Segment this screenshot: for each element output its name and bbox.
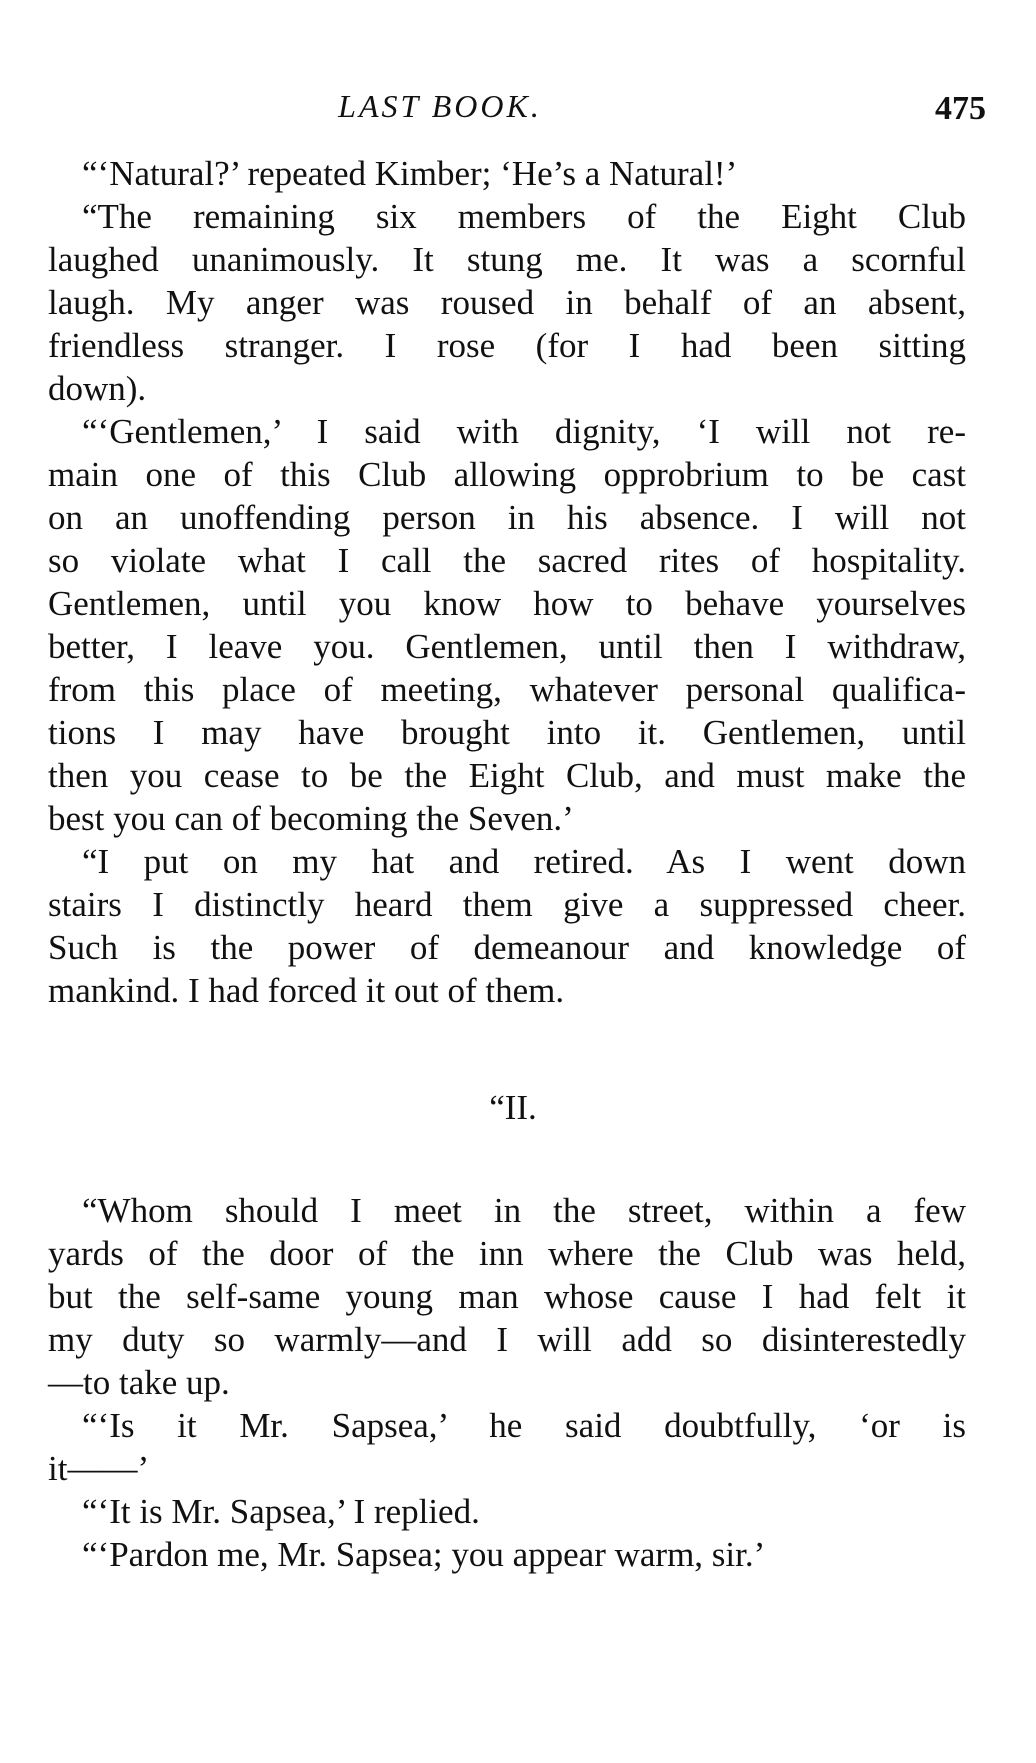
text-line: main one of this Club allowing opprobrium to be cast xyxy=(48,455,966,494)
text-line: better, I leave you. Gentlemen, until then I withdraw, xyxy=(48,627,966,666)
text-line: “‘Pardon me, Mr. Sapsea; you appear warm, sir.’ xyxy=(82,1535,766,1574)
text-line: “‘Is it Mr. Sapsea,’ he said doubtfully, ‘or is xyxy=(82,1406,966,1445)
text-line: yards of the door of the inn where the Club was held, xyxy=(48,1234,966,1273)
section-one-text xyxy=(48,152,966,1012)
page-header xyxy=(0,88,1036,128)
text-line: “‘It is Mr. Sapsea,’ I replied. xyxy=(82,1492,480,1531)
text-line: mankind. I had forced it out of them. xyxy=(48,971,565,1010)
text-line: so violate what I call the sacred rites of hospitality. xyxy=(48,541,966,580)
text-line: tions I may have brought into it. Gentlemen, until xyxy=(48,713,966,752)
section-spacer xyxy=(48,1129,966,1189)
text-line: “‘Gentlemen,’ I said with dignity, ‘I will not re- xyxy=(82,412,966,451)
text-line: stairs I distinctly heard them give a suppressed cheer. xyxy=(48,885,966,924)
paragraph xyxy=(48,152,966,195)
section-heading: “II. xyxy=(489,1088,537,1127)
section-two-text xyxy=(48,1189,966,1576)
paragraph xyxy=(48,1490,966,1533)
text-line: “Whom should I meet in the street, within a few xyxy=(82,1191,966,1230)
text-line: “‘Natural?’ repeated Kimber; ‘He’s a Natural!’ xyxy=(82,154,738,193)
paragraph xyxy=(48,1404,966,1490)
text-line: Gentlemen, until you know how to behave yourselves xyxy=(48,584,966,623)
text-line: down). xyxy=(48,369,147,408)
text-line: then you cease to be the Eight Club, and must make the xyxy=(48,756,966,795)
paragraph xyxy=(48,1189,966,1404)
text-line: —to take up. xyxy=(48,1363,230,1402)
text-line: on an unoffending person in his absence. I will not xyxy=(48,498,966,537)
text-line: from this place of meeting, whatever personal qualifica- xyxy=(48,670,966,709)
paragraph xyxy=(48,1533,966,1576)
paragraph xyxy=(48,840,966,1012)
section-spacer xyxy=(48,1012,966,1086)
paragraph xyxy=(48,410,966,840)
text-line: it——’ xyxy=(48,1449,150,1488)
text-line: laugh. My anger was roused in behalf of an absent, xyxy=(48,283,966,322)
page-number: 475 xyxy=(935,90,986,127)
text-line: “The remaining six members of the Eight Club xyxy=(82,197,966,236)
text-line: Such is the power of demeanour and knowledge of xyxy=(48,928,966,967)
text-line: laughed unanimously. It stung me. It was a scornful xyxy=(48,240,966,279)
text-line: but the self-same young man whose cause I had felt it xyxy=(48,1277,966,1316)
text-line: “I put on my hat and retired. As I went down xyxy=(82,842,966,881)
text-line: my duty so warmly—and I will add so disinterestedly xyxy=(48,1320,966,1359)
running-head: LAST BOOK. xyxy=(338,88,542,124)
body-text xyxy=(48,152,966,1576)
text-line: friendless stranger. I rose (for I had been sitting xyxy=(48,326,966,365)
text-line: best you can of becoming the Seven.’ xyxy=(48,799,574,838)
paragraph xyxy=(48,195,966,410)
